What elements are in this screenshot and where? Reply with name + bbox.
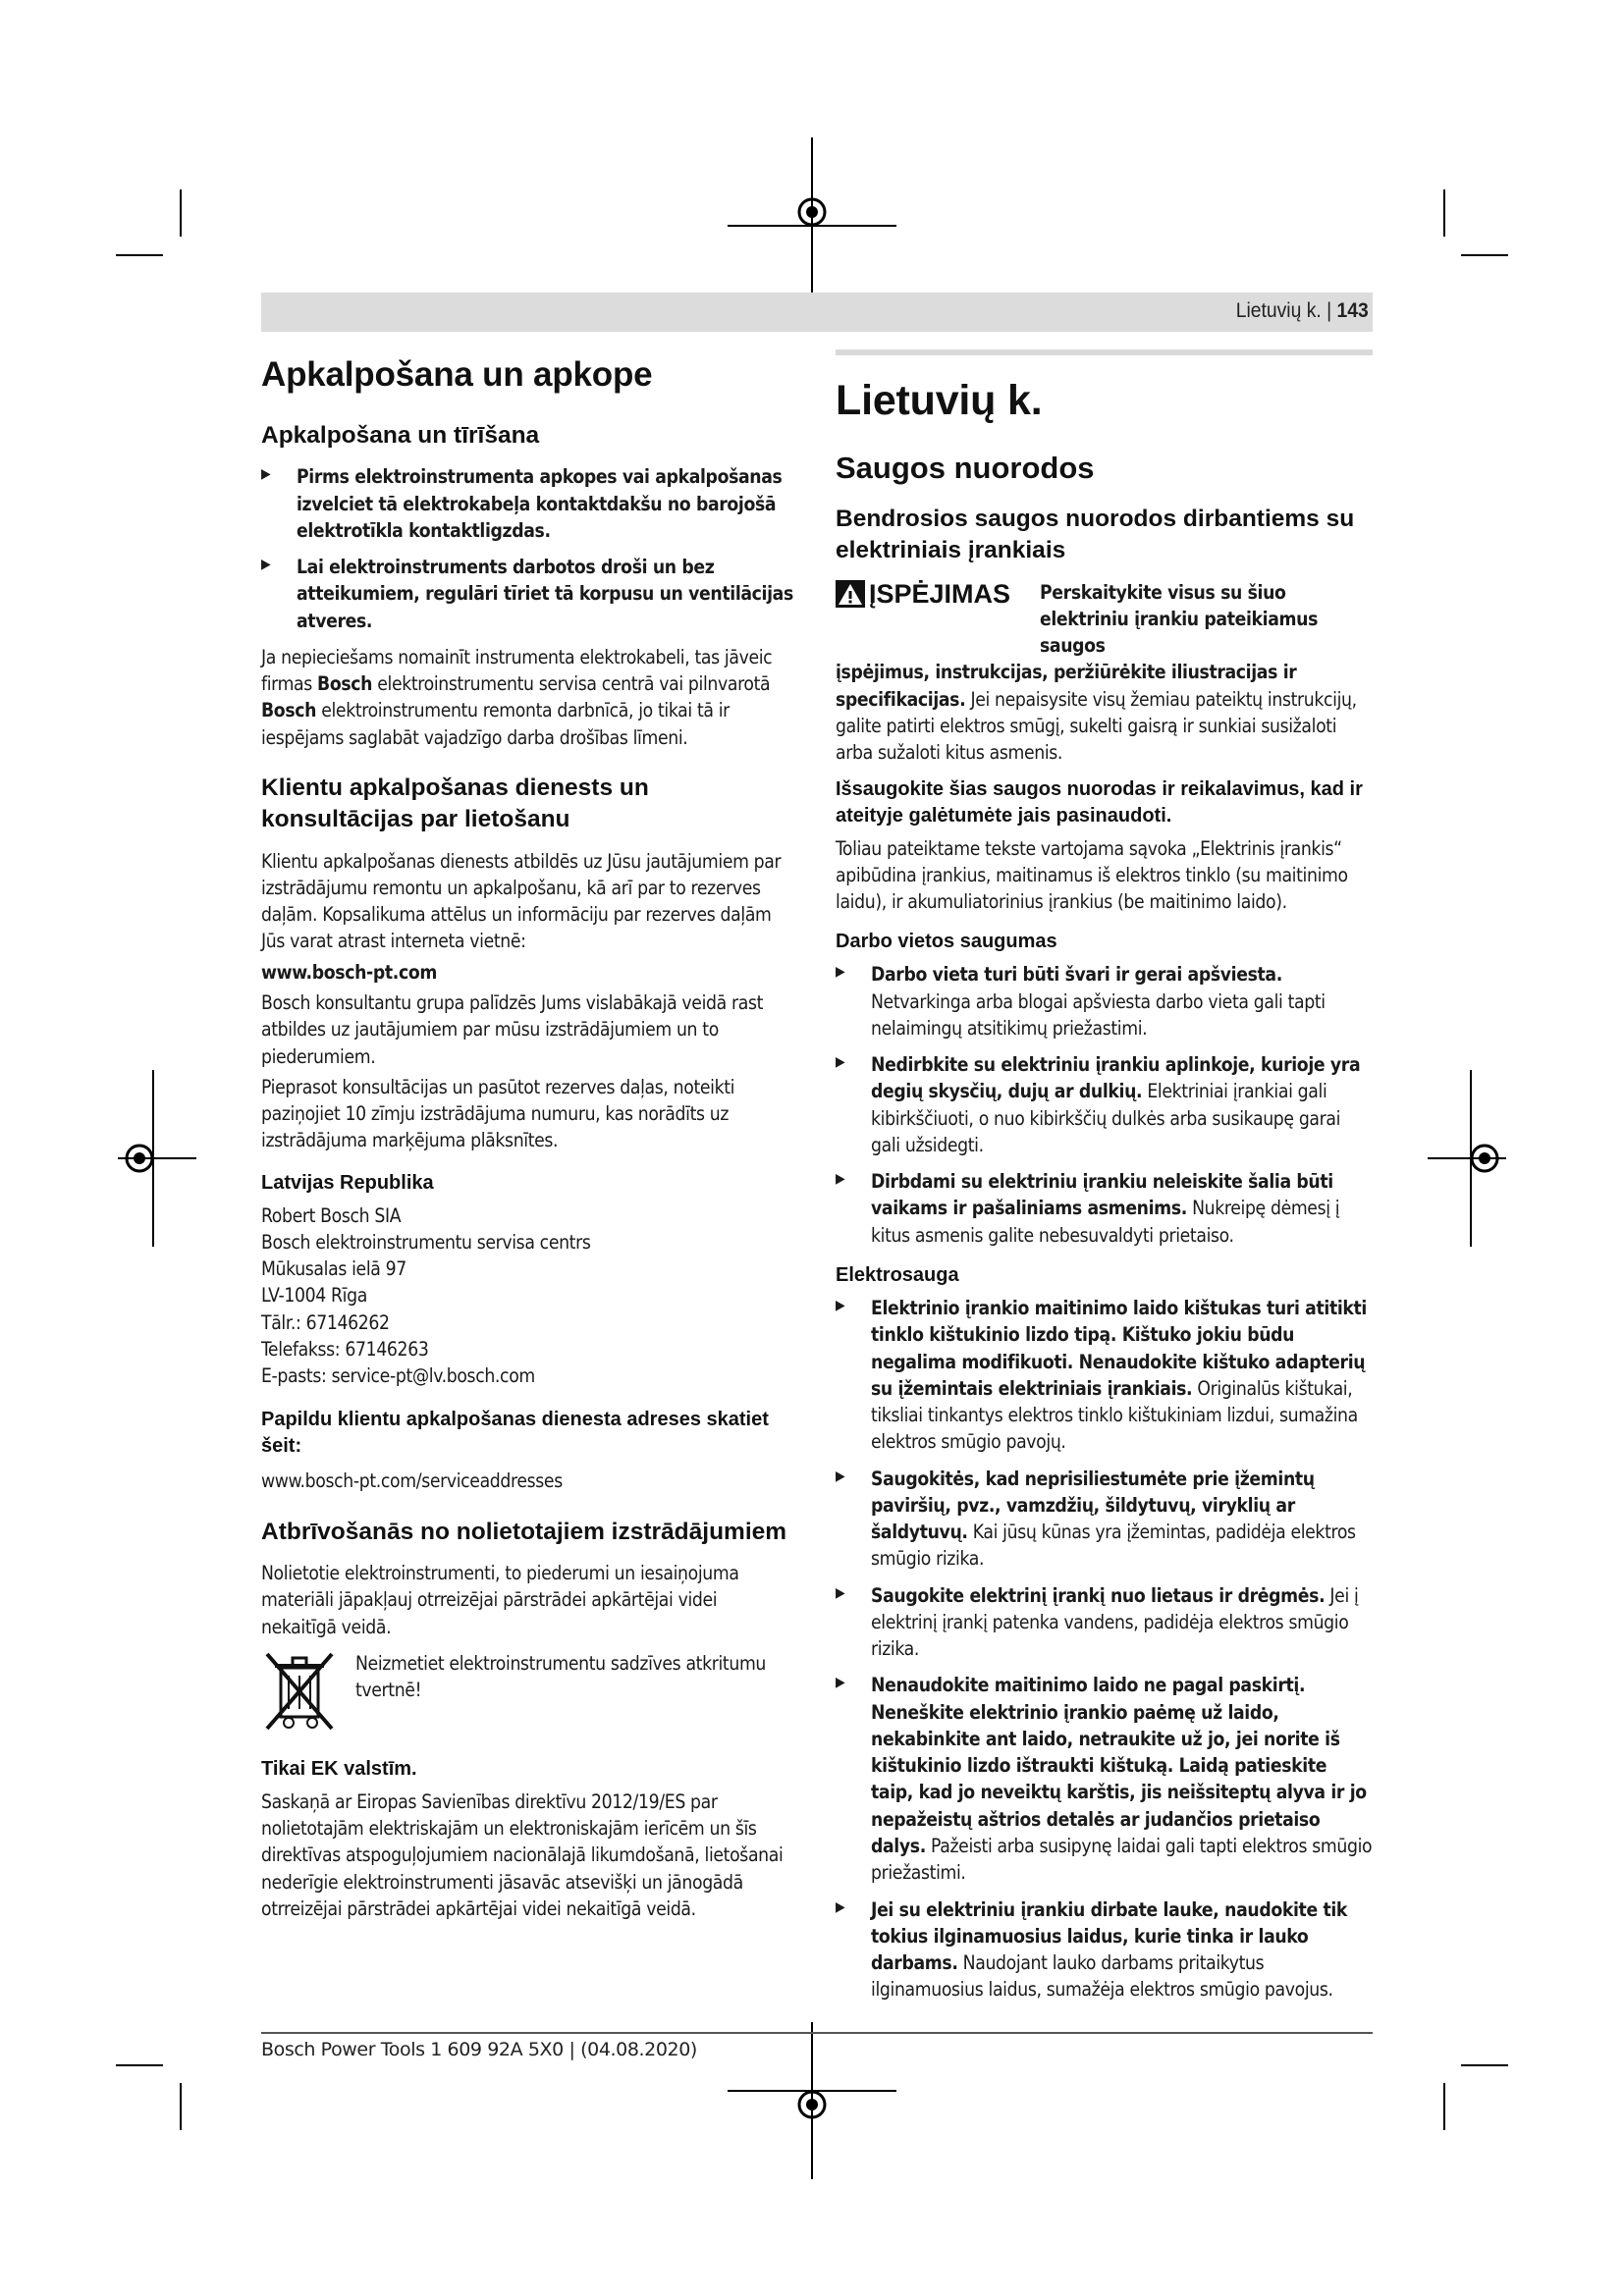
page-number: 143 <box>1336 299 1369 322</box>
paragraph-term: Toliau pateiktame tekste vartojama sąvoka „Elektrinis įrankis“ apibūdina įrankius, maitinamus iš elektros tinklo (su maitinimo laidu), ir akumuliatorinius įrankius (be maitinimo laido). <box>836 836 1348 914</box>
heading-keep-instructions: Išsaugokite šias saugos nuorodas ir reikalavimus, kad ir ateityje galėtumėte jais pasinaudoti. <box>836 777 1363 827</box>
heading-eu-only: Tikai EK valstīm. <box>261 1757 417 1780</box>
heading-language: Lietuvių k. <box>836 377 1043 424</box>
page-header: Lietuvių k. | 143 <box>1236 299 1369 322</box>
heading-disposal: Atbrīvošanās no nolietotajiem izstrādājumiem <box>261 1518 787 1545</box>
left-column <box>261 344 794 1926</box>
address-block <box>261 1202 794 1390</box>
crop-mark <box>1443 189 1445 237</box>
crossed-bin-icon <box>261 1648 338 1733</box>
registration-mark-top <box>728 137 896 294</box>
crop-mark <box>116 254 163 256</box>
header-language: Lietuvių k. <box>1236 299 1323 322</box>
heading-electrical-safety: Elektrosauga <box>836 1263 959 1286</box>
address-phone: Tālr.: 67146262 <box>261 1310 390 1334</box>
crop-mark <box>116 2064 163 2066</box>
bullet-elec-earthed: ▶ Saugokitės, kad neprisiliestumėte prie įžemintų paviršių, pvz., vamzdžių, šildytuvų, viryklių ar šaldytuvų. Kai jūsų kūnas yra įžemintas, padidėja elektros smūgio rizika. <box>836 1466 1373 1573</box>
address-line: Bosch elektroinstrumentu servisa centrs <box>261 1230 591 1254</box>
warning-row <box>836 579 1373 660</box>
address-line: Mūkusalas ielā 97 <box>261 1257 406 1281</box>
paragraph-cable-replacement: Ja nepieciešams nomainīt instrumenta elektrokabeli, tas jāveic firmas Bosch elektroinstrumentu servisa centrā vai pilnvarotā Bosch elektroinstrumentu remonta darbnīcā, jo tikai tā ir iespējams saglabāt vajadzīgo darba drošības līmeni. <box>261 645 773 749</box>
bullet-clean: ▶ Lai elektroinstruments darbotos droši un bez atteikumiem, regulāri tīriet tā korpusu un ventilācijas atveres. <box>261 554 794 634</box>
crop-mark <box>1461 254 1508 256</box>
recycle-note <box>261 1648 794 1733</box>
heading-more-addresses: Papildu klientu apkalpošanas dienesta adreses skatiet šeit: <box>261 1409 769 1458</box>
footer-rule <box>261 2032 1373 2034</box>
bullet-elec-plug: ▶ Elektrinio įrankio maitinimo laido kištukas turi atitikti tinklo kištukinio lizdo tipą. Kištuko jokiu būdu negalima modifikuoti. Nenaudokite kištuko adapterių su įžemintais elektriniais įrankiais. Originalūs kištukai, tiksliai tinkantys elektros tinklo kištukiniam lizdui, sumažina elektros smūgio pavojų. <box>836 1295 1373 1456</box>
heading-service-cleaning: Apkalpošana un tīrīšana <box>261 422 540 449</box>
paragraph-order-parts: Pieprasot konsultācijas un pasūtot rezerves daļas, noteikti paziņojiet 10 zīmju izstrādājuma numuru, kas norādīts uz izstrādājuma marķējuma plāksnītes. <box>261 1075 735 1152</box>
paragraph-warning: įspėjimus, instrukcijas, peržiūrėkite iliustracijas ir specifikacijas. Jei nepaisysite visų žemiau pateiktų instrukcijų, galite patirti elektros smūgį, sukelti gaisrą ir sunkiai susižaloti arba sužaloti kitus asmenis. <box>836 661 1357 765</box>
recycle-text: Neizmetiet elektroinstrumentu sadzīves atkritumu tvertnē! <box>355 1651 767 1702</box>
registration-mark-left <box>118 1070 196 1247</box>
footer: Bosch Power Tools 1 609 92A 5X0 | (04.08.2020) <box>261 2039 697 2060</box>
bullet-elec-cord: ▶ Nenaudokite maitinimo laido ne pagal paskirtį. Neneškite elektrinio įrankio paėmę už laido, nekabinkite ant laido, netraukite už jo, jei norite iš kištukinio lizdo ištraukti kištuką. Laidą patieskite taip, kad jo neveiktų karštis, jis neišsiteptų alyva ir jo nepažeistų aštrios detalės ar judančios prietaiso dalys. Pažeisti arba susipynę laidai gali tapti elektros smūgio priežastimi. <box>836 1672 1373 1886</box>
crop-mark <box>1461 2064 1508 2066</box>
bullet-elec-rain: ▶ Saugokite elektrinį įrankį nuo lietaus ir drėgmės. Jei į elektrinį įrankį patenka vandens, padidėja elektros smūgio rizika. <box>836 1582 1373 1663</box>
link-service-addresses[interactable]: www.bosch-pt.com/serviceaddresses <box>261 1469 563 1493</box>
heading-safety: Saugos nuorodos <box>836 451 1095 485</box>
address-line: Robert Bosch SIA <box>261 1203 402 1227</box>
address-line: LV-1004 Rīga <box>261 1284 367 1308</box>
bullet-work-explosive: ▶ Nedirbkite su elektriniu įrankiu aplinkoje, kurioje yra degių skysčių, dujų ar dulkių. Elektriniai įrankiai gali kibirkščiuoti, o nuo kibirkščių dulkės arba susikaupę garai gali užsidegti. <box>836 1051 1373 1158</box>
paragraph-eu-directive: Saskaņā ar Eiropas Savienības direktīvu 2012/19/ES par nolietotajām elektriskajām un elektroniskajām ierīcēm un šīs direktīvas atspoguļojumiem nacionālajā likumdošanā, lietošanai nederīgie elektroinstrumenti jāsavāc atsevišķi un jānogādā otrreizējai pārstrādei apkārtējai videi nekaitīgā veidā. <box>261 1789 784 1920</box>
crop-mark <box>180 189 182 237</box>
warning-heading: Perskaitykite visus su šiuo elektriniu įrankiu pateikiamus saugos <box>1040 580 1319 658</box>
address-email[interactable]: E-pasts: service-pt@lv.bosch.com <box>261 1364 535 1388</box>
heading-general-safety: Bendrosios saugos nuorodos dirbantiems su elektriniais įrankiais <box>836 506 1355 564</box>
bullet-work-children: ▶ Dirbdami su elektriniu įrankiu neleiskite šalia būti vaikams ir pašaliniams asmenims. Nukreipę dėmesį į kitus asmenis galite nebesuvaldyti prietaiso. <box>836 1168 1373 1249</box>
section-rule <box>836 349 1373 355</box>
registration-mark-bottom <box>728 2022 896 2179</box>
warning-triangle-icon <box>836 580 865 608</box>
paragraph-disposal: Nolietotie elektroinstrumenti, to piederumi un iesaiņojuma materiāli jāpakļauj otrreizējai pārstrādei apkārtējai videi nekaitīgā veidā. <box>261 1562 739 1638</box>
paragraph-customer-service: Klientu apkalpošanas dienests atbildēs uz Jūsu jautājumiem par izstrādājumu remontu un apkalpošanu, kā arī par to rezerves daļām. Kopsalikuma attēlus un informāciju par rezerves daļām Jūs varat atrast interneta vietnē: <box>261 849 782 953</box>
bullet-unplug: ▶ Pirms elektroinstrumenta apkopes vai apkalpošanas izvelciet tā elektrokabeļa kontaktdakšu no barojošā elektrotīkla kontaktligzdas. <box>261 463 794 544</box>
heading-country: Latvijas Republika <box>261 1171 434 1194</box>
link-bosch-pt[interactable]: www.bosch-pt.com <box>261 960 438 984</box>
right-column <box>836 344 1373 2013</box>
address-fax: Telefakss: 67146263 <box>261 1337 429 1361</box>
registration-mark-right <box>1428 1070 1506 1247</box>
crop-mark <box>180 2083 182 2130</box>
paragraph-consultants: Bosch konsultantu grupa palīdzēs Jums vislabākajā veidā rast atbildes uz jautājumiem par mūsu izstrādājumiem un to piederumiem. <box>261 990 764 1068</box>
heading-service-maintenance: Apkalpošana un apkope <box>261 355 653 394</box>
heading-work-area: Darbo vietos saugumas <box>836 931 1057 953</box>
bullet-work-clean: ▶ Darbo vieta turi būti švari ir gerai apšviesta. Netvarkinga arba blogai apšviesta darbo vieta gali tapti nelaimingų atsitikimų priežastimi. <box>836 961 1373 1041</box>
crop-mark <box>1443 2083 1445 2130</box>
header-band <box>261 293 1373 332</box>
bullet-elec-outdoor: ▶ Jei su elektriniu įrankiu dirbate lauke, naudokite tik tokius ilginamuosius laidus, kurie tinka ir lauko darbams. Naudojant lauko darbams pritaikytus ilginamuosius laidus, sumažėja elektros smūgio pavojus. <box>836 1896 1373 2003</box>
heading-customer-service: Klientu apkalpošanas dienests un konsultācijas par lietošanu <box>261 774 649 833</box>
warning-label: ĮSPĖJIMAS <box>836 579 1010 610</box>
